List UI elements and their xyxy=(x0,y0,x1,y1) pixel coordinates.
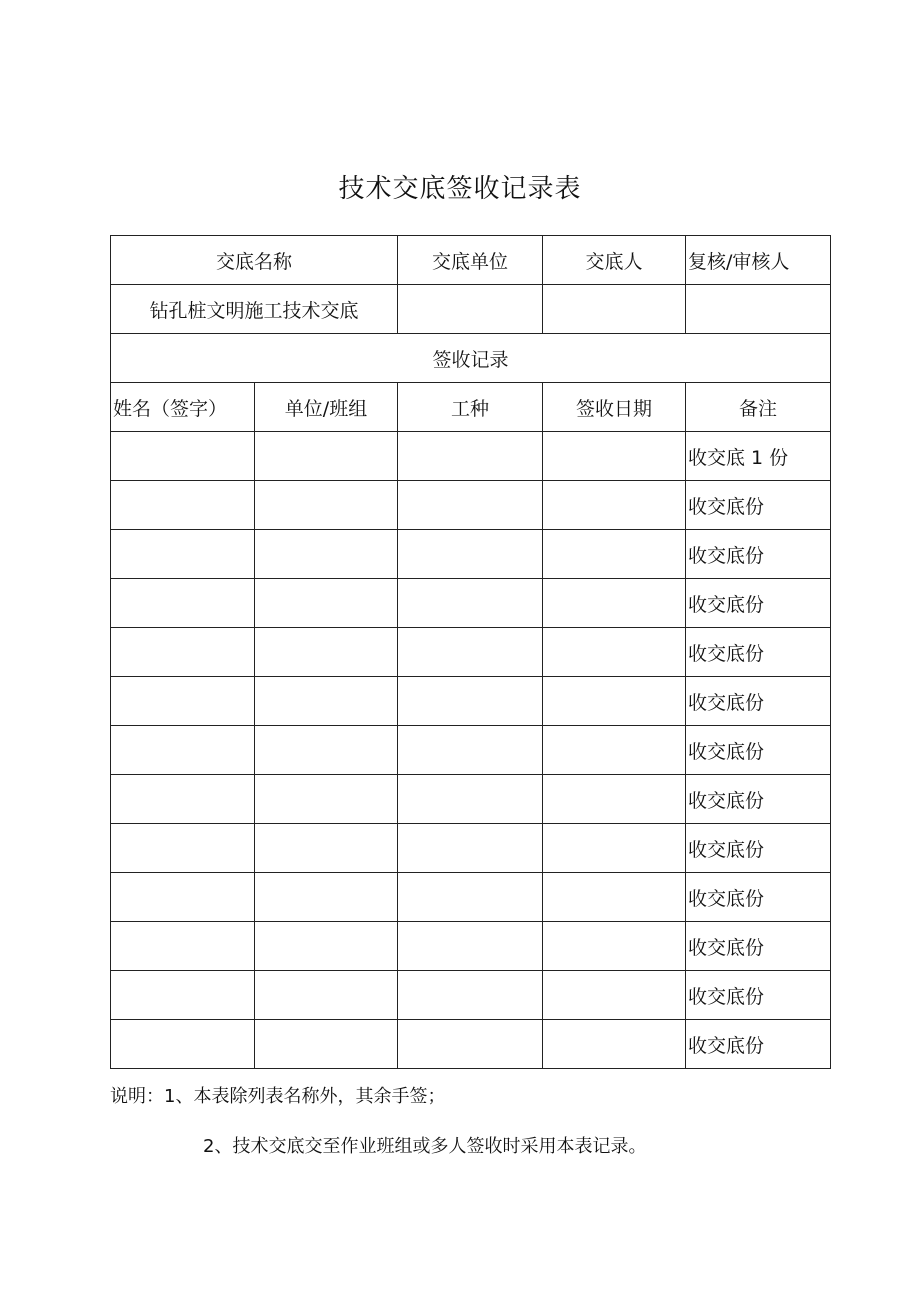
signer-trade-cell[interactable] xyxy=(398,530,543,579)
table-row xyxy=(111,1020,831,1069)
signer-unit-cell[interactable] xyxy=(255,726,398,775)
header-reviewer-label: 复核/审核人 xyxy=(686,236,831,285)
signer-trade-cell[interactable] xyxy=(398,1020,543,1069)
sign-off-table xyxy=(110,235,831,1069)
sign-date-cell[interactable] xyxy=(543,432,686,481)
signer-name-cell[interactable] xyxy=(111,481,255,530)
disclosure-name-value[interactable]: 钻孔桩文明施工技术交底 xyxy=(111,285,398,334)
sign-date-cell[interactable] xyxy=(543,481,686,530)
signer-trade-cell[interactable] xyxy=(398,922,543,971)
table-row xyxy=(111,677,831,726)
table-row xyxy=(111,579,831,628)
table-row xyxy=(111,775,831,824)
signer-trade-cell[interactable] xyxy=(398,824,543,873)
note-line-1: 说明：1、本表除列表名称外，其余手签； xyxy=(110,1086,446,1107)
remark-cell: 收交底份 xyxy=(686,922,831,971)
info-row xyxy=(111,285,831,334)
sign-date-cell[interactable] xyxy=(543,579,686,628)
sign-date-cell[interactable] xyxy=(543,726,686,775)
signer-name-cell[interactable] xyxy=(111,726,255,775)
signer-trade-cell[interactable] xyxy=(398,873,543,922)
sign-date-cell[interactable] xyxy=(543,530,686,579)
disclosure-person-value[interactable] xyxy=(543,285,686,334)
signer-name-cell[interactable] xyxy=(111,971,255,1020)
signer-unit-cell[interactable] xyxy=(255,971,398,1020)
signer-unit-cell[interactable] xyxy=(255,579,398,628)
signer-unit-cell[interactable] xyxy=(255,824,398,873)
column-header-remark: 备注 xyxy=(686,383,831,432)
signer-name-cell[interactable] xyxy=(111,922,255,971)
remark-cell: 收交底份 xyxy=(686,873,831,922)
signer-unit-cell[interactable] xyxy=(255,775,398,824)
remark-cell: 收交底份 xyxy=(686,775,831,824)
sign-date-cell[interactable] xyxy=(543,775,686,824)
column-header-row xyxy=(111,383,831,432)
page-title: 技术交底签收记录表 xyxy=(338,174,582,204)
disclosure-reviewer-value[interactable] xyxy=(686,285,831,334)
sign-date-cell[interactable] xyxy=(543,677,686,726)
section-row xyxy=(111,334,831,383)
signer-trade-cell[interactable] xyxy=(398,432,543,481)
column-header-trade: 工种 xyxy=(398,383,543,432)
signer-trade-cell[interactable] xyxy=(398,677,543,726)
signer-trade-cell[interactable] xyxy=(398,726,543,775)
note-line-2: 2、技术交底交至作业班组或多人签收时采用本表记录。 xyxy=(203,1136,647,1157)
column-header-name: 姓名（签字） xyxy=(111,383,255,432)
signer-name-cell[interactable] xyxy=(111,432,255,481)
remark-cell: 收交底份 xyxy=(686,726,831,775)
remark-cell: 收交底份 xyxy=(686,481,831,530)
signer-unit-cell[interactable] xyxy=(255,530,398,579)
remark-cell: 收交底份 xyxy=(686,677,831,726)
signer-name-cell[interactable] xyxy=(111,530,255,579)
sign-date-cell[interactable] xyxy=(543,1020,686,1069)
signer-trade-cell[interactable] xyxy=(398,971,543,1020)
section-label: 签收记录 xyxy=(111,334,831,383)
sign-date-cell[interactable] xyxy=(543,873,686,922)
remark-cell: 收交底 1 份 xyxy=(686,432,831,481)
signer-unit-cell[interactable] xyxy=(255,677,398,726)
signer-name-cell[interactable] xyxy=(111,579,255,628)
signer-unit-cell[interactable] xyxy=(255,922,398,971)
remark-cell: 收交底份 xyxy=(686,628,831,677)
remark-cell: 收交底份 xyxy=(686,1020,831,1069)
column-header-unit: 单位/班组 xyxy=(255,383,398,432)
sign-date-cell[interactable] xyxy=(543,628,686,677)
header-row xyxy=(111,236,831,285)
table-row xyxy=(111,481,831,530)
signer-unit-cell[interactable] xyxy=(255,873,398,922)
remark-cell: 收交底份 xyxy=(686,824,831,873)
table-row xyxy=(111,628,831,677)
table-row xyxy=(111,824,831,873)
signer-unit-cell[interactable] xyxy=(255,1020,398,1069)
header-name-label: 交底名称 xyxy=(111,236,398,285)
remark-cell: 收交底份 xyxy=(686,971,831,1020)
table-row xyxy=(111,432,831,481)
column-header-date: 签收日期 xyxy=(543,383,686,432)
signer-unit-cell[interactable] xyxy=(255,481,398,530)
signer-name-cell[interactable] xyxy=(111,628,255,677)
signer-trade-cell[interactable] xyxy=(398,628,543,677)
signer-trade-cell[interactable] xyxy=(398,775,543,824)
table-row xyxy=(111,726,831,775)
remark-cell: 收交底份 xyxy=(686,530,831,579)
signer-trade-cell[interactable] xyxy=(398,481,543,530)
signer-name-cell[interactable] xyxy=(111,775,255,824)
header-person-label: 交底人 xyxy=(543,236,686,285)
remark-cell: 收交底份 xyxy=(686,579,831,628)
sign-date-cell[interactable] xyxy=(543,922,686,971)
table-row xyxy=(111,922,831,971)
signer-name-cell[interactable] xyxy=(111,1020,255,1069)
sign-date-cell[interactable] xyxy=(543,971,686,1020)
disclosure-unit-value[interactable] xyxy=(398,285,543,334)
table-row xyxy=(111,530,831,579)
table-row xyxy=(111,873,831,922)
signer-trade-cell[interactable] xyxy=(398,579,543,628)
sign-date-cell[interactable] xyxy=(543,824,686,873)
header-unit-label: 交底单位 xyxy=(398,236,543,285)
signer-name-cell[interactable] xyxy=(111,873,255,922)
signer-name-cell[interactable] xyxy=(111,824,255,873)
signer-unit-cell[interactable] xyxy=(255,432,398,481)
signer-name-cell[interactable] xyxy=(111,677,255,726)
signer-unit-cell[interactable] xyxy=(255,628,398,677)
table-row xyxy=(111,971,831,1020)
